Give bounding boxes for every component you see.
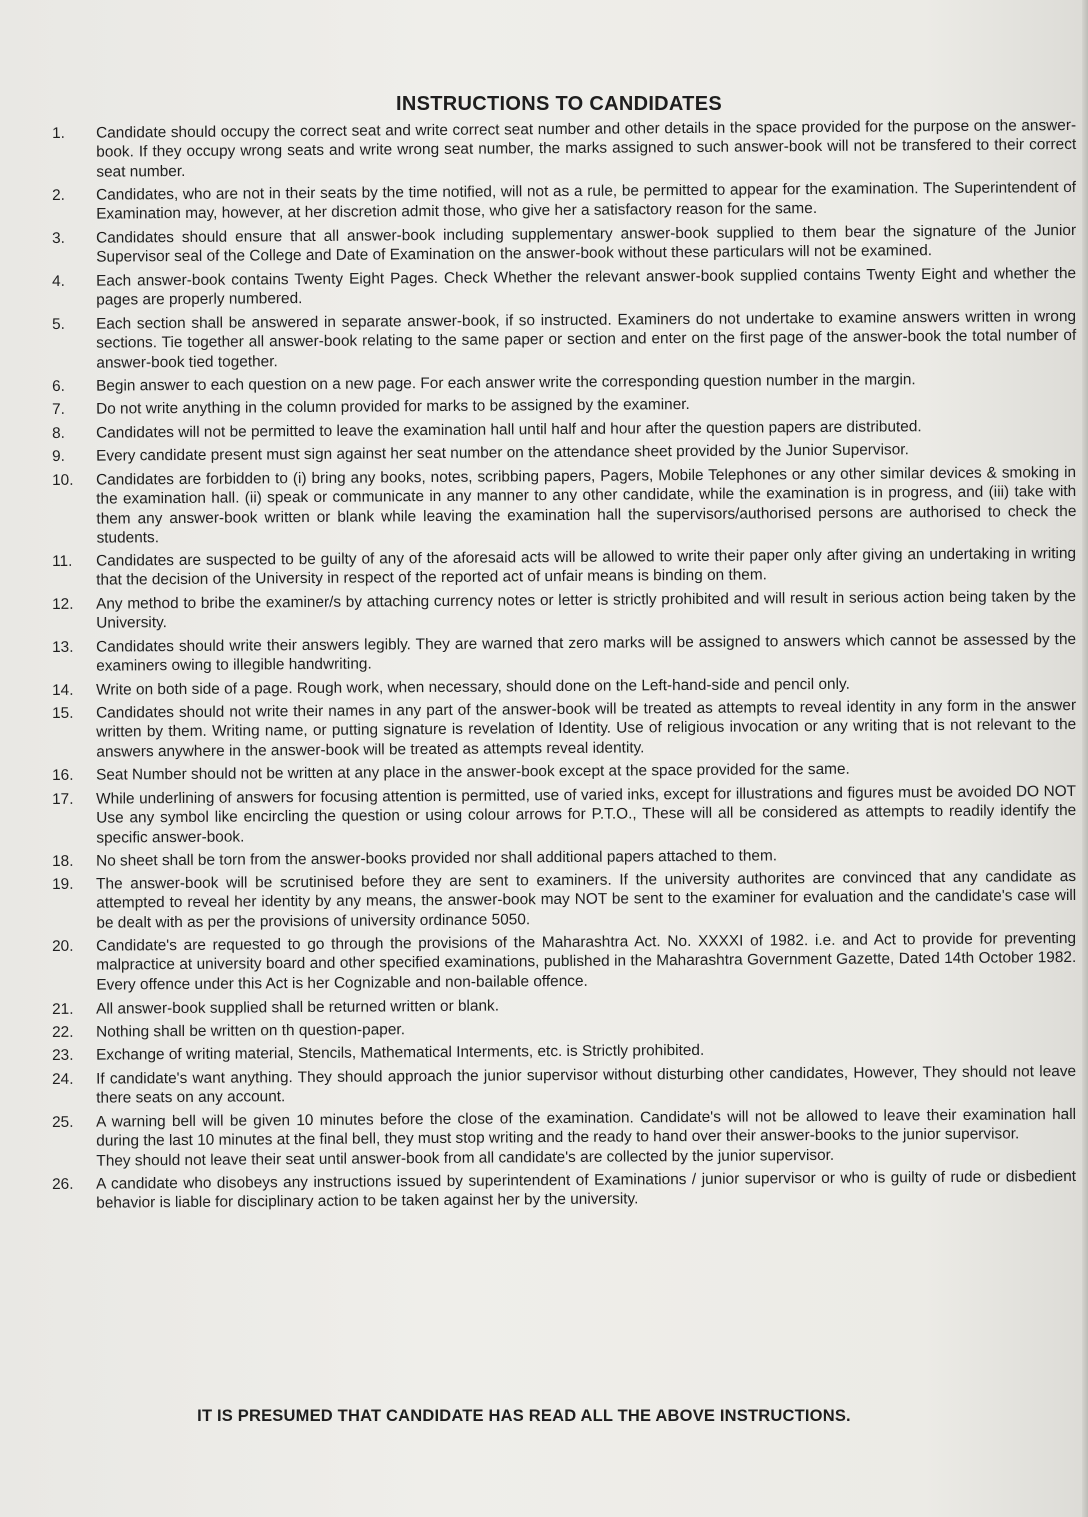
instruction-text-block — [96, 264, 1076, 311]
instruction-text: Candidate should occupy the correct seat and write correct seat number and other details in the space provided for the purpose on the answer-book. If they occupy wrong seats and write wrong seat number, the marks assigned to such answer-book will not be transfered to their correct seat number. — [96, 116, 1077, 181]
instruction-text-block — [96, 587, 1076, 634]
instruction-text: Begin answer to each question on a new page. For each answer write the corresponding question number in the margin. — [96, 371, 916, 395]
instruction-text-block — [96, 178, 1076, 225]
instruction-text: All answer-book supplied shall be returned written or blank. — [96, 997, 500, 1018]
instruction-text: Candidates should write their answers legibly. They are warned that zero marks will be assigned to answers which cannot be assessed by the examiners owing to illegible handwriting. — [96, 630, 1077, 675]
instruction-item — [52, 673, 1076, 700]
instruction-text-block — [96, 696, 1076, 762]
instruction-text: A candidate who disobeys any instructions issued by superintendent of Examinations / junior supervisor or who is guilty of rude or disbedient behavior is liable for disciplinary action to be taken against her by the university. — [96, 1167, 1077, 1212]
instruction-text: Write on both side of a page. Rough work, when necessary, should done on the Left-hand-side and pencil only. — [96, 675, 850, 699]
instruction-item — [52, 392, 1076, 419]
instruction-number: 22. — [52, 1023, 74, 1042]
instruction-text: The answer-book will be scrutinised before they are sent to examiners. If the university authorites are convinced that any candidate as attempted to reveal her identity by any means, the answer-book may NOT be sent to the examiner for evaluation and the candidate's case will be dealt with as per the provisions of university ordinance 5050. — [96, 868, 1077, 932]
instruction-number: 12. — [52, 595, 74, 613]
instruction-item — [52, 782, 1076, 848]
instruction-item — [52, 1167, 1076, 1214]
instruction-text-block — [96, 416, 1076, 443]
instruction-item — [52, 587, 1076, 634]
instruction-text-block — [96, 307, 1076, 373]
footer-note: IT IS PRESUMED THAT CANDIDATE HAS READ ALL THE ABOVE INSTRUCTIONS. — [197, 1407, 851, 1425]
instruction-number: 1. — [52, 124, 65, 142]
instruction-text-block — [96, 758, 1076, 785]
instruction-number: 17. — [52, 790, 74, 808]
instruction-number: 13. — [52, 638, 74, 656]
instruction-number: 26. — [52, 1175, 74, 1193]
instruction-number: 4. — [52, 272, 65, 290]
instruction-number: 7. — [52, 401, 65, 419]
instruction-item — [52, 1062, 1076, 1109]
instruction-text-block — [96, 844, 1076, 871]
instruction-text-block — [96, 673, 1076, 700]
instruction-item — [52, 307, 1076, 373]
instruction-item — [52, 439, 1076, 466]
instruction-item — [52, 992, 1076, 1019]
instruction-text-block — [96, 1105, 1076, 1171]
instruction-number: 19. — [52, 876, 74, 894]
instruction-text: Candidates are suspected to be guilty of any of the aforesaid acts will be allowed to write their paper only after giving an undertaking in writing that the decision of the University in respect of the reported act of unfair means is binding on them. — [96, 545, 1077, 590]
instruction-item — [52, 416, 1076, 443]
instruction-extra-text: They should not leave their seat until answer-book from all candidate's are collected by the junior supervisor. — [96, 1146, 835, 1170]
instruction-item — [52, 462, 1077, 548]
instruction-item — [52, 264, 1076, 311]
instruction-number: 6. — [52, 377, 65, 395]
instruction-item — [52, 178, 1076, 225]
instruction-number: 23. — [52, 1047, 74, 1065]
instruction-text-block — [96, 462, 1077, 547]
instruction-number: 11. — [52, 552, 73, 571]
instruction-text: Candidates are forbidden to (i) bring any books, notes, scribbing papers, Pagers, Mobile Telephones or any other similar devices & smoking in the examination hall. (ii) speak or communicate in any manner to any other candidate, while the examination is in progress, and (iii) take with them any answer-book written or blank while leaving the examination hall the supervisors/authorised persons are authorised to check the students. — [96, 463, 1077, 547]
instruction-number: 2. — [52, 187, 65, 205]
instruction-number: 5. — [52, 315, 65, 333]
instruction-item — [52, 1105, 1076, 1171]
instruction-item — [52, 844, 1076, 871]
instruction-text-block — [96, 369, 1076, 396]
instruction-text-block — [96, 992, 1076, 1019]
instruction-text: Candidates will not be permitted to leave the examination hall until half and hour after the question papers are distributed. — [96, 417, 922, 442]
instruction-item — [52, 221, 1076, 268]
instruction-text: Any method to bribe the examiner/s by attaching currency notes or letter is strictly prohibited and will result in serious action being taken by the University. — [96, 587, 1077, 632]
instruction-text: Every candidate present must sign against her seat number on the attendance sheet provided by the Junior Supervisor. — [96, 441, 909, 465]
instruction-number: 21. — [52, 1000, 74, 1018]
instruction-text: Candidates should ensure that all answer-book including supplementary answer-book supplied to them bear the signature of the Junior Supervisor seal of the College and Date of Examination on the answer-book without these particulars will not be examined. — [96, 221, 1077, 267]
instruction-text-block — [96, 1062, 1076, 1109]
instruction-text-block — [96, 867, 1076, 933]
instruction-text-block — [96, 1167, 1076, 1214]
instruction-text: Seat Number should not be written at any place in the answer-book except at the space provided for the same. — [96, 760, 850, 784]
instruction-item — [52, 929, 1076, 995]
instruction-number: 25. — [52, 1113, 74, 1131]
instruction-text-block — [96, 782, 1076, 848]
instruction-item — [52, 630, 1076, 677]
instruction-text: Nothing shall be written on th question-paper. — [96, 1021, 406, 1041]
instruction-text: Each answer-book contains Twenty Eight Pages. Check Whether the relevant answer-book supplied contains Twenty Eight and whether the pages are properly numbered. — [96, 264, 1077, 309]
instruction-text-block — [96, 929, 1076, 995]
instruction-text-block — [96, 439, 1076, 466]
instruction-text: A warning bell will be given 10 minutes before the close of the examination. Candidate's will not be allowed to leave their examination hall during the last 10 minutes at the final bell, they must stop writing and the ready to hand over their answer-books to the junior supervisor. — [96, 1105, 1077, 1150]
instruction-number: 3. — [52, 229, 65, 248]
instruction-text: No sheet shall be torn from the answer-books provided nor shall additional papers attached to them. — [96, 847, 778, 870]
instruction-number: 15. — [52, 704, 74, 722]
instruction-text-block — [96, 221, 1076, 268]
instruction-item — [52, 544, 1076, 591]
instruction-text-block — [96, 1015, 1076, 1042]
instruction-text: Each section shall be answered in separate answer-book, if so instructed. Examiners do not undertake to examine answers written in wrong sections. Tie together all answer-book relating to the same paper or section and enter on the first page of the answer-book the total number of answer-book tied together. — [96, 307, 1077, 372]
instruction-number: 14. — [52, 681, 74, 699]
instruction-number: 10. — [52, 471, 74, 489]
instruction-item — [52, 867, 1076, 933]
instruction-item — [52, 1038, 1076, 1065]
instruction-text: Exchange of writing material, Stencils, Mathematical Interments, etc. is Strictly prohibited. — [96, 1042, 705, 1065]
instruction-number: 24. — [52, 1070, 74, 1088]
instructions-list — [52, 116, 1077, 1218]
instruction-item — [52, 758, 1076, 785]
page-title: INSTRUCTIONS TO CANDIDATES — [396, 93, 722, 115]
instruction-number: 20. — [52, 938, 74, 956]
instruction-text: If candidate's want anything. They should approach the junior supervisor without disturbing other candidates, However, They should not leave there seats on any account. — [96, 1062, 1077, 1107]
instruction-text: Candidate's are requested to go through the provisions of the Maharashtra Act. No. XXXXI of 1982. i.e. and Act to provide for preventing malpractice at university board and other specified examinations, published in the Maharashtra Government Gazette, Dated 14th October 1982. Every offence under this Act is her Cognizable and non-bailable offence. — [96, 930, 1077, 994]
instruction-text: Do not write anything in the column provided for marks to be assigned by the examiner. — [96, 396, 690, 418]
instruction-text-block — [96, 392, 1076, 419]
instruction-text-block — [96, 116, 1076, 182]
instruction-text-block — [96, 1038, 1076, 1065]
instruction-number: 8. — [52, 424, 65, 442]
instruction-item — [52, 696, 1076, 762]
instruction-text: Candidates should not write their names in any part of the answer-book will be treated as attempts to reveal identity in any form in the answer written by them. Writing name, or putting signature is revelation of Identity. Use of religious invocation or any writing that is not relevant to the answers anywhere in the answer-book will be treated as attempts reveal identity. — [96, 696, 1077, 761]
instruction-text: While underlining of answers for focusing attention is permitted, use of varied inks, except for illustrations and figures must be avoided DO NOT Use any symbol like encircling the question or using colour arrows for P.T.O., These will all be considered as attempts to readily identify the specific answer-book. — [96, 782, 1077, 847]
instruction-text: Candidates, who are not in their seats by the time notified, will not as a rule, be permitted to appear for the examination. The Superintendent of Examination may, however, at her discretion admit those, who give her a satisfactory reason for the same. — [96, 179, 1077, 224]
instruction-text-block — [96, 544, 1076, 591]
page-edge-shadow — [1082, 0, 1088, 1517]
instruction-text-block — [96, 630, 1076, 677]
instruction-number: 16. — [52, 767, 74, 785]
instruction-number: 9. — [52, 447, 65, 466]
instruction-number: 18. — [52, 852, 74, 870]
instruction-item — [52, 116, 1076, 182]
